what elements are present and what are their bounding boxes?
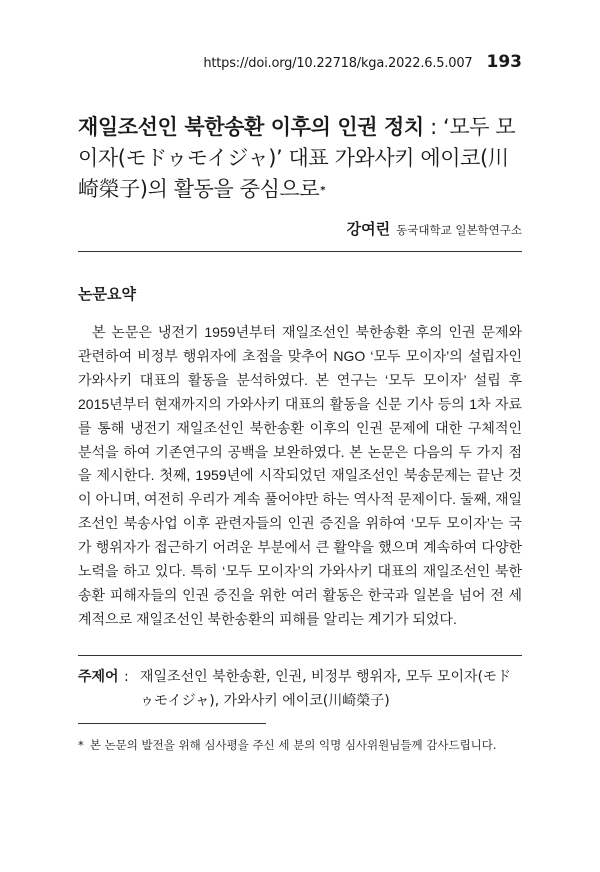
title-subtitle: : ‘모두 모이자(モドゥモイジャ)’ 대표 가와사키 에이코(川崎榮子)의 활동을 중심으로 bbox=[78, 115, 516, 201]
author-block bbox=[347, 218, 522, 239]
abstract-heading: 논문요약 bbox=[78, 285, 136, 303]
article-title bbox=[78, 112, 522, 206]
abstract-body: 본 논문은 냉전기 1959년부터 재일조선인 북한송환 후의 인권 문제와 관련하여 비정부 행위자에 초점을 맞추어 NGO ‘모두 모이자’의 설립자인 가와사키 대표의 활동을 분석하였다. 본 연구는 ‘모두 모이자’ 설립 후 2015년부터 현재까지의 가와사키 대표의 활동을 신문 기사 등의 1차 자료를 통해 냉전기 재일조선인 북한송환 이후의 인권 문제에 대한 구체적인 분석을 하여 기존연구의 공백을 보완하였다. 본 논문은 다음의 두 가지 점을 제시한다. 첫째, 1959년에 시작되었던 재일조선인 북송문제는 끝난 것이 아니며, 여전히 우리가 계속 풀어야만 하는 역사적 문제이다. 둘째, 재일조선인 북송사업 이후 관련자들의 인권 증진을 위하여 ‘모두 모이자’는 국가 행위자가 접근하기 어려운 부분에서 큰 활약을 했으며 계속하여 다양한 노력을 하고 있다. 특히 ‘모두 모이자’의 가와사키 대표의 재일조선인 북한송환 피해자들의 인권 증진을 위한 여러 활동은 한국과 일본을 넘어 전 세계적으로 재일조선인 북한송환의 피해를 알리는 계기가 되었다. bbox=[78, 324, 522, 627]
abstract-divider bbox=[78, 655, 522, 656]
author-name: 강여린 bbox=[346, 220, 391, 238]
footnote-text: 본 논문의 발전을 위해 심사평을 주신 세 분의 익명 심사위원님들께 감사드립니다. bbox=[89, 738, 497, 752]
keywords-block bbox=[78, 666, 522, 713]
keywords-label: 주제어 bbox=[78, 669, 119, 685]
footnote-mark: * bbox=[78, 738, 84, 752]
keywords-colon: : bbox=[124, 669, 129, 685]
author-affiliation: 동국대학교 일본학연구소 bbox=[396, 223, 522, 237]
footnote-divider bbox=[78, 723, 266, 724]
title-footnote-mark[interactable]: * bbox=[320, 185, 326, 196]
running-header bbox=[203, 52, 522, 72]
keywords-text: 재일조선인 북한송환, 인권, 비정부 행위자, 모두 모이자(モドゥモイジャ), 가와사키 에이코(川崎榮子) bbox=[140, 669, 512, 709]
page-number: 193 bbox=[486, 52, 522, 72]
title-main: 재일조선인 북한송환 이후의 인권 정치 bbox=[78, 115, 424, 139]
top-divider bbox=[78, 251, 522, 252]
doi-link[interactable]: https://doi.org/10.22718/kga.2022.6.5.007 bbox=[203, 56, 473, 71]
footnote bbox=[78, 736, 522, 754]
